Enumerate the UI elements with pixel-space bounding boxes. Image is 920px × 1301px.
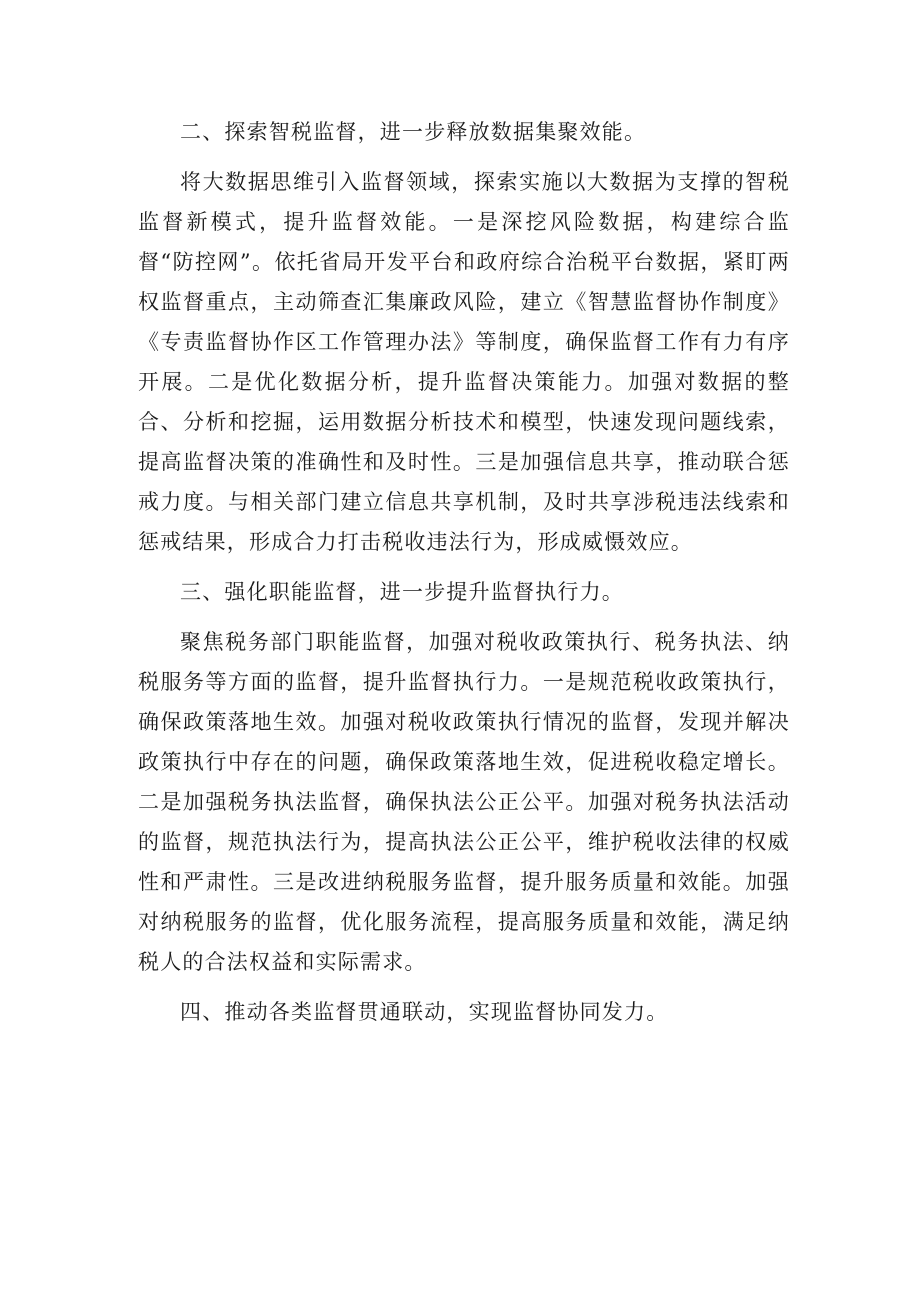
document-body [138,112,790,1042]
section-heading-4: 四、推动各类监督贯通联动，实现监督协同发力。 [180,1000,669,1024]
section-heading-3: 三、强化职能监督，进一步提升监督执行力。 [180,580,624,604]
section-paragraph-2: 将大数据思维引入监督领域，探索实施以大数据为支撑的智税监督新模式，提升监督效能。一是深挖风险数据，构建综合监督“防控网”。依托省局开发平台和政府综合治税平台数据，紧盯两权监督重点，主动筛查汇集廉政风险，建立《智慧监督协作制度》《专责监督协作区工作管理办法》等制度，确保监督工作有力有序开展。二是优化数据分析，提升监督决策能力。加强对数据的整合、分析和挖掘，运用数据分析技术和模型，快速发现问题线索，提高监督决策的准确性和及时性。三是加强信息共享，推动联合惩戒力度。与相关部门建立信息共享机制，及时共享涉税违法线索和惩戒结果，形成合力打击税收违法行为，形成威慑效应。 [138,170,790,554]
section-heading-2: 二、探索智税监督，进一步释放数据集聚效能。 [180,120,647,144]
section-paragraph-3: 聚焦税务部门职能监督，加强对税收政策执行、税务执法、纳税服务等方面的监督，提升监督执行力。一是规范税收政策执行，确保政策落地生效。加强对税收政策执行情况的监督，发现并解决政策执行中存在的问题，确保政策落地生效，促进税收稳定增长。二是加强税务执法监督，确保执法公正公平。加强对税务执法活动的监督，规范执法行为，提高执法公正公平，维护税收法律的权威性和严肃性。三是改进纳税服务监督，提升服务质量和效能。加强对纳税服务的监督，优化服务流程，提高服务质量和效能，满足纳税人的合法权益和实际需求。 [138,630,790,974]
